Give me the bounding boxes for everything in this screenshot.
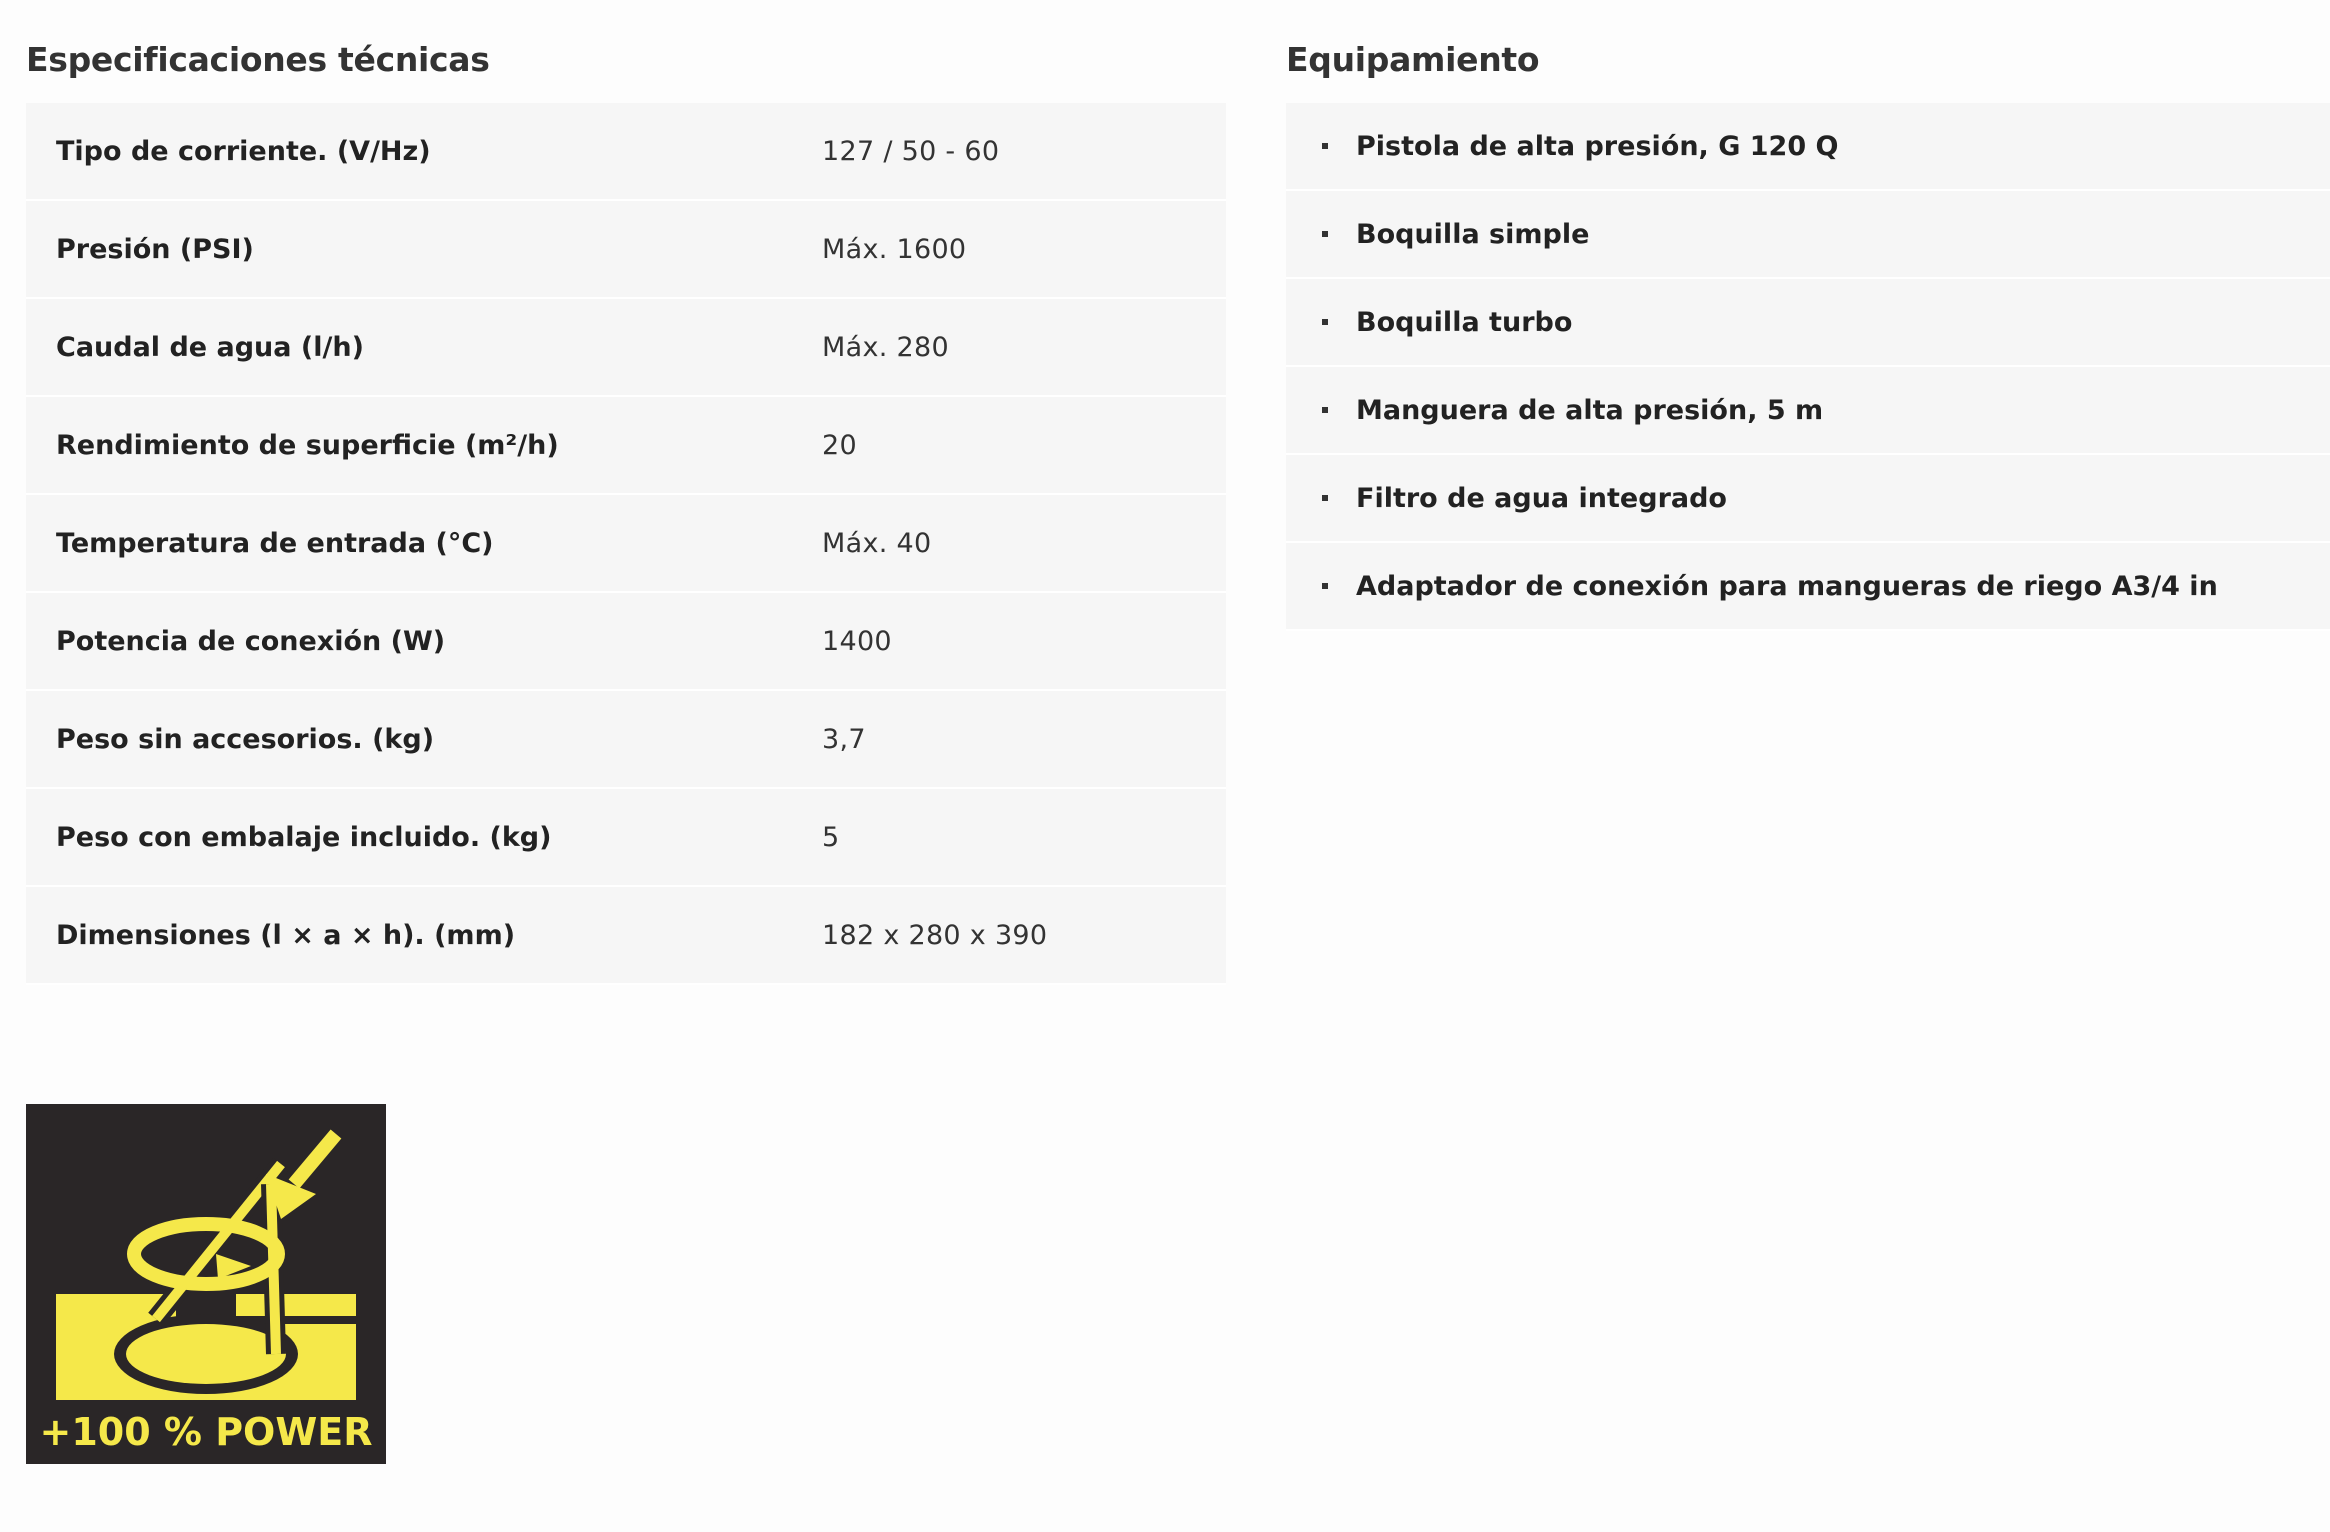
- specs-title: Especificaciones técnicas: [26, 40, 490, 79]
- spec-label: Potencia de conexión (W): [26, 592, 792, 690]
- list-item: [1286, 279, 2330, 367]
- spec-label: Rendimiento de superficie (m²/h): [26, 396, 792, 494]
- spec-value: 20: [792, 396, 1226, 494]
- equipment-item-label: Filtro de agua integrado: [1356, 482, 1727, 514]
- table-row: [26, 200, 1226, 298]
- equipment-item-label: Manguera de alta presión, 5 m: [1356, 394, 1824, 426]
- spec-label: Peso sin accesorios. (kg): [26, 690, 792, 788]
- list-item: [1286, 455, 2330, 543]
- bullet-icon: [1322, 583, 1328, 589]
- equipment-item-label: Adaptador de conexión para mangueras de riego A3/4 in: [1356, 570, 2218, 602]
- table-row: [26, 298, 1226, 396]
- specs-table: [26, 103, 1226, 985]
- spec-label: Temperatura de entrada (°C): [26, 494, 792, 592]
- bullet-icon: [1322, 319, 1328, 325]
- spec-value: 1400: [792, 592, 1226, 690]
- spec-value: Máx. 280: [792, 298, 1226, 396]
- equipment-item-label: Pistola de alta presión, G 120 Q: [1356, 130, 1839, 162]
- bullet-icon: [1322, 231, 1328, 237]
- table-row: [26, 494, 1226, 592]
- list-item: [1286, 191, 2330, 279]
- bullet-icon: [1322, 143, 1328, 149]
- badge-label: +100 % POWER: [39, 1410, 373, 1454]
- spec-value: Máx. 40: [792, 494, 1226, 592]
- spec-label: Dimensiones (l × a × h). (mm): [26, 886, 792, 984]
- table-row: [26, 788, 1226, 886]
- spec-value: 5: [792, 788, 1226, 886]
- list-item: [1286, 103, 2330, 191]
- table-row: [26, 886, 1226, 984]
- equipment-item-label: Boquilla turbo: [1356, 306, 1573, 338]
- spec-value: 127 / 50 - 60: [792, 103, 1226, 200]
- list-item: [1286, 367, 2330, 455]
- table-row: [26, 103, 1226, 200]
- table-row: [26, 690, 1226, 788]
- table-row: [26, 396, 1226, 494]
- spec-value: 182 x 280 x 390: [792, 886, 1226, 984]
- spec-label: Tipo de corriente. (V/Hz): [26, 103, 792, 200]
- equipment-title: Equipamiento: [1286, 40, 1540, 79]
- spec-value: Máx. 1600: [792, 200, 1226, 298]
- spec-label: Caudal de agua (l/h): [26, 298, 792, 396]
- table-row: [26, 592, 1226, 690]
- equipment-item-label: Boquilla simple: [1356, 218, 1590, 250]
- bullet-icon: [1322, 407, 1328, 413]
- bullet-icon: [1322, 495, 1328, 501]
- equipment-list: [1286, 103, 2330, 631]
- spec-value: 3,7: [792, 690, 1226, 788]
- spec-label: Presión (PSI): [26, 200, 792, 298]
- power-badge: [26, 1104, 386, 1464]
- list-item: [1286, 543, 2330, 631]
- spec-label: Peso con embalaje incluido. (kg): [26, 788, 792, 886]
